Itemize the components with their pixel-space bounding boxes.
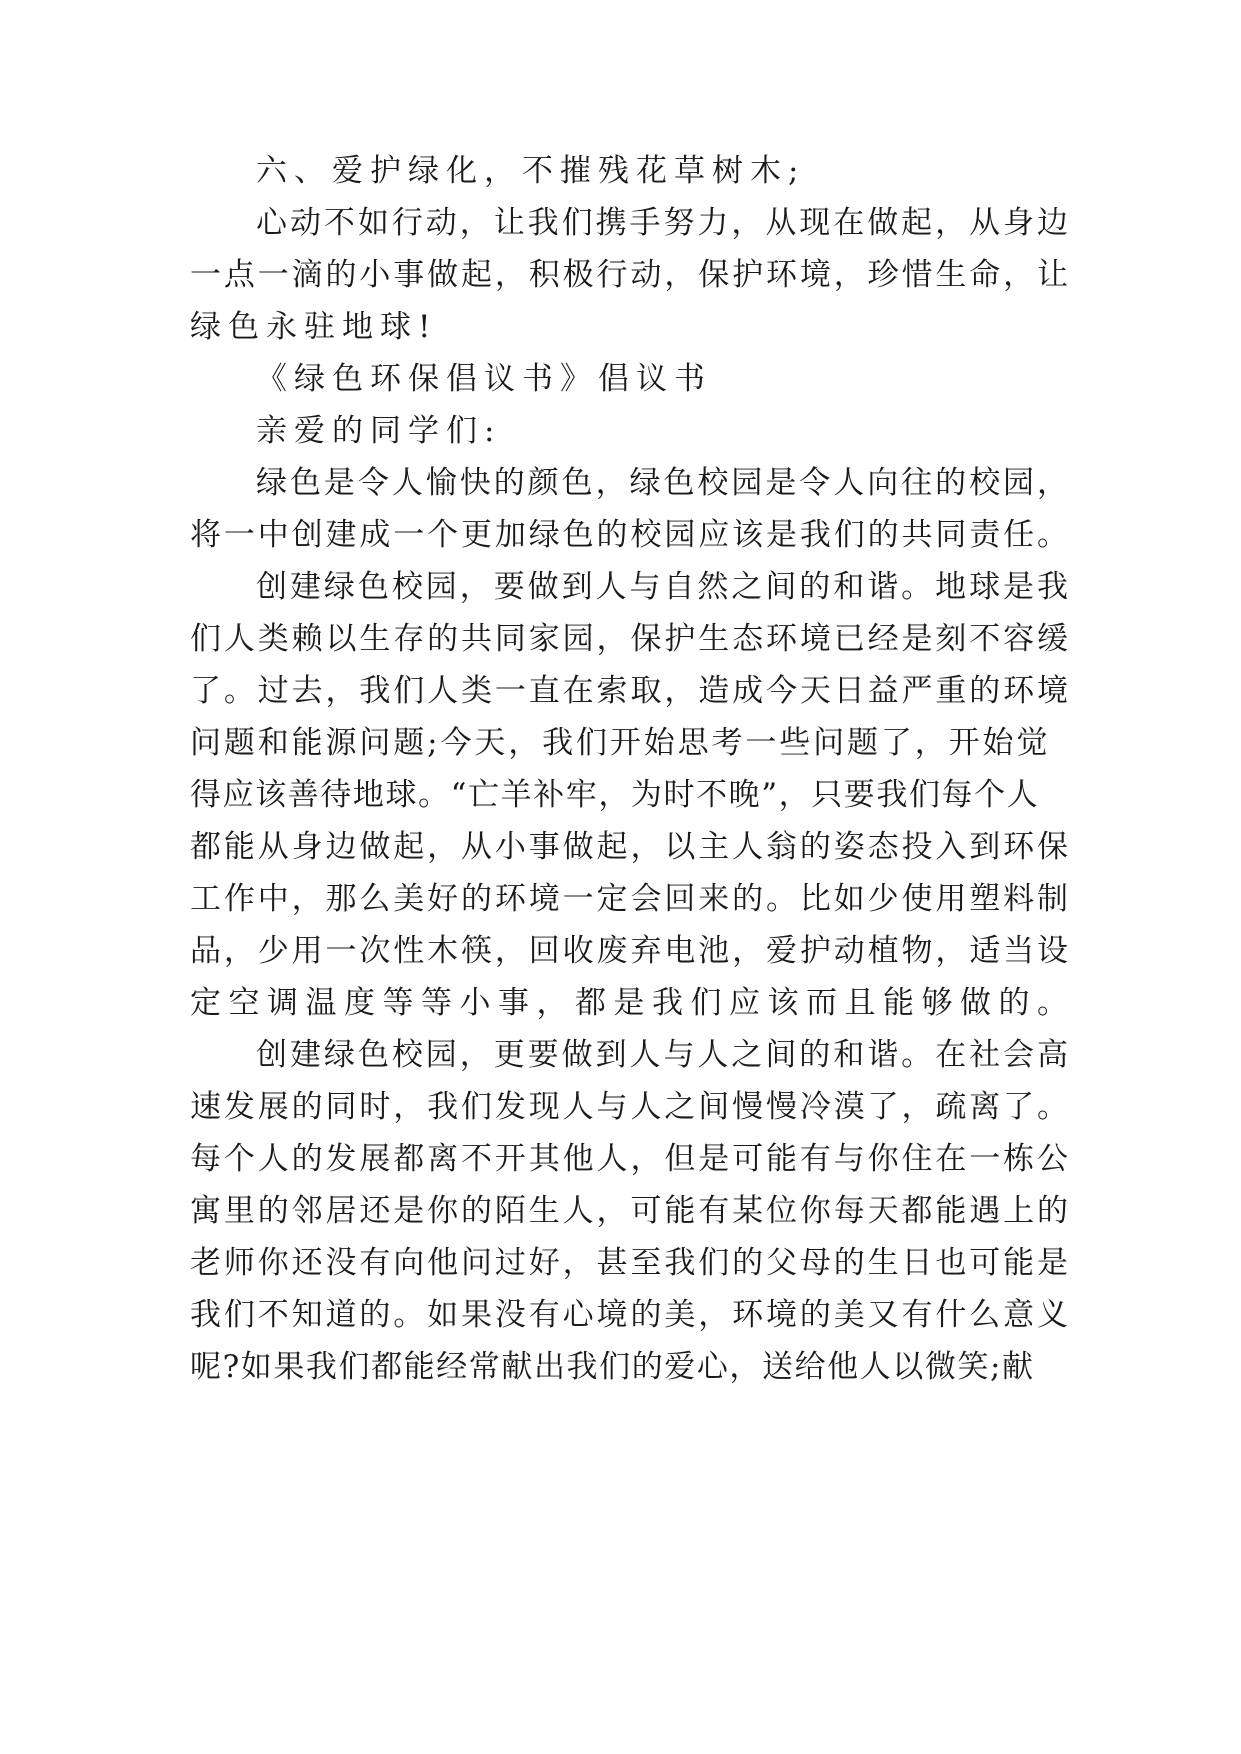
text-line: 得应该善待地球。“亡羊补牢，为时不晚”，只要我们每个人: [190, 777, 1040, 813]
text-line: 工作中，那么美好的环境一定会回来的。比如少使用塑料制: [190, 881, 1071, 917]
salutation-line: 亲爱的同学们:: [256, 413, 502, 449]
text-line: 了。过去，我们人类一直在索取，造成今天日益严重的环境: [190, 673, 1071, 709]
text-line: 问题和能源问题;今天，我们开始思考一些问题了，开始觉: [190, 725, 1051, 761]
text-line: 都能从身边做起，从小事做起，以主人翁的姿态投入到环保: [190, 829, 1071, 865]
text-line: 老师你还没有向他问过好，甚至我们的父母的生日也可能是: [190, 1245, 1071, 1281]
text-line: 我们不知道的。如果没有心境的美，环境的美又有什么意义: [190, 1297, 1071, 1333]
text-line: 速发展的同时，我们发现人与人之间慢慢冷漠了，疏离了。: [190, 1089, 1071, 1125]
text-line: 每个人的发展都离不开其他人，但是可能有与你住在一栋公: [190, 1141, 1071, 1177]
text-line: 绿色永驻地球!: [190, 309, 438, 345]
text-line: 创建绿色校园，要做到人与自然之间的和谐。地球是我: [256, 569, 1071, 605]
text-line: 六、爱护绿化，不摧残花草树木;: [256, 153, 806, 189]
text-line: 定空调温度等等小事，都是我们应该而且能够做的。: [190, 985, 1076, 1021]
text-line: 绿色是令人愉快的颜色，绿色校园是令人向往的校园，: [256, 465, 1071, 501]
text-line: 将一中创建成一个更加绿色的校园应该是我们的共同责任。: [190, 517, 1071, 553]
text-line: 心动不如行动，让我们携手努力，从现在做起，从身边: [256, 205, 1071, 241]
text-line: 呢?如果我们都能经常献出我们的爱心，送给他人以微笑;献: [190, 1349, 1035, 1385]
text-line: 寓里的邻居还是你的陌生人，可能有某位你每天都能遇上的: [190, 1193, 1071, 1229]
heading-line: 《绿色环保倡议书》倡议书: [256, 361, 712, 397]
text-line: 们人类赖以生存的共同家园，保护生态环境已经是刻不容缓: [190, 621, 1071, 657]
text-line: 品，少用一次性木筷，回收废弃电池，爱护动植物，适当设: [190, 933, 1071, 969]
text-line: 一点一滴的小事做起，积极行动，保护环境，珍惜生命，让: [190, 257, 1071, 293]
text-line: 创建绿色校园，更要做到人与人之间的和谐。在社会高: [256, 1037, 1071, 1073]
